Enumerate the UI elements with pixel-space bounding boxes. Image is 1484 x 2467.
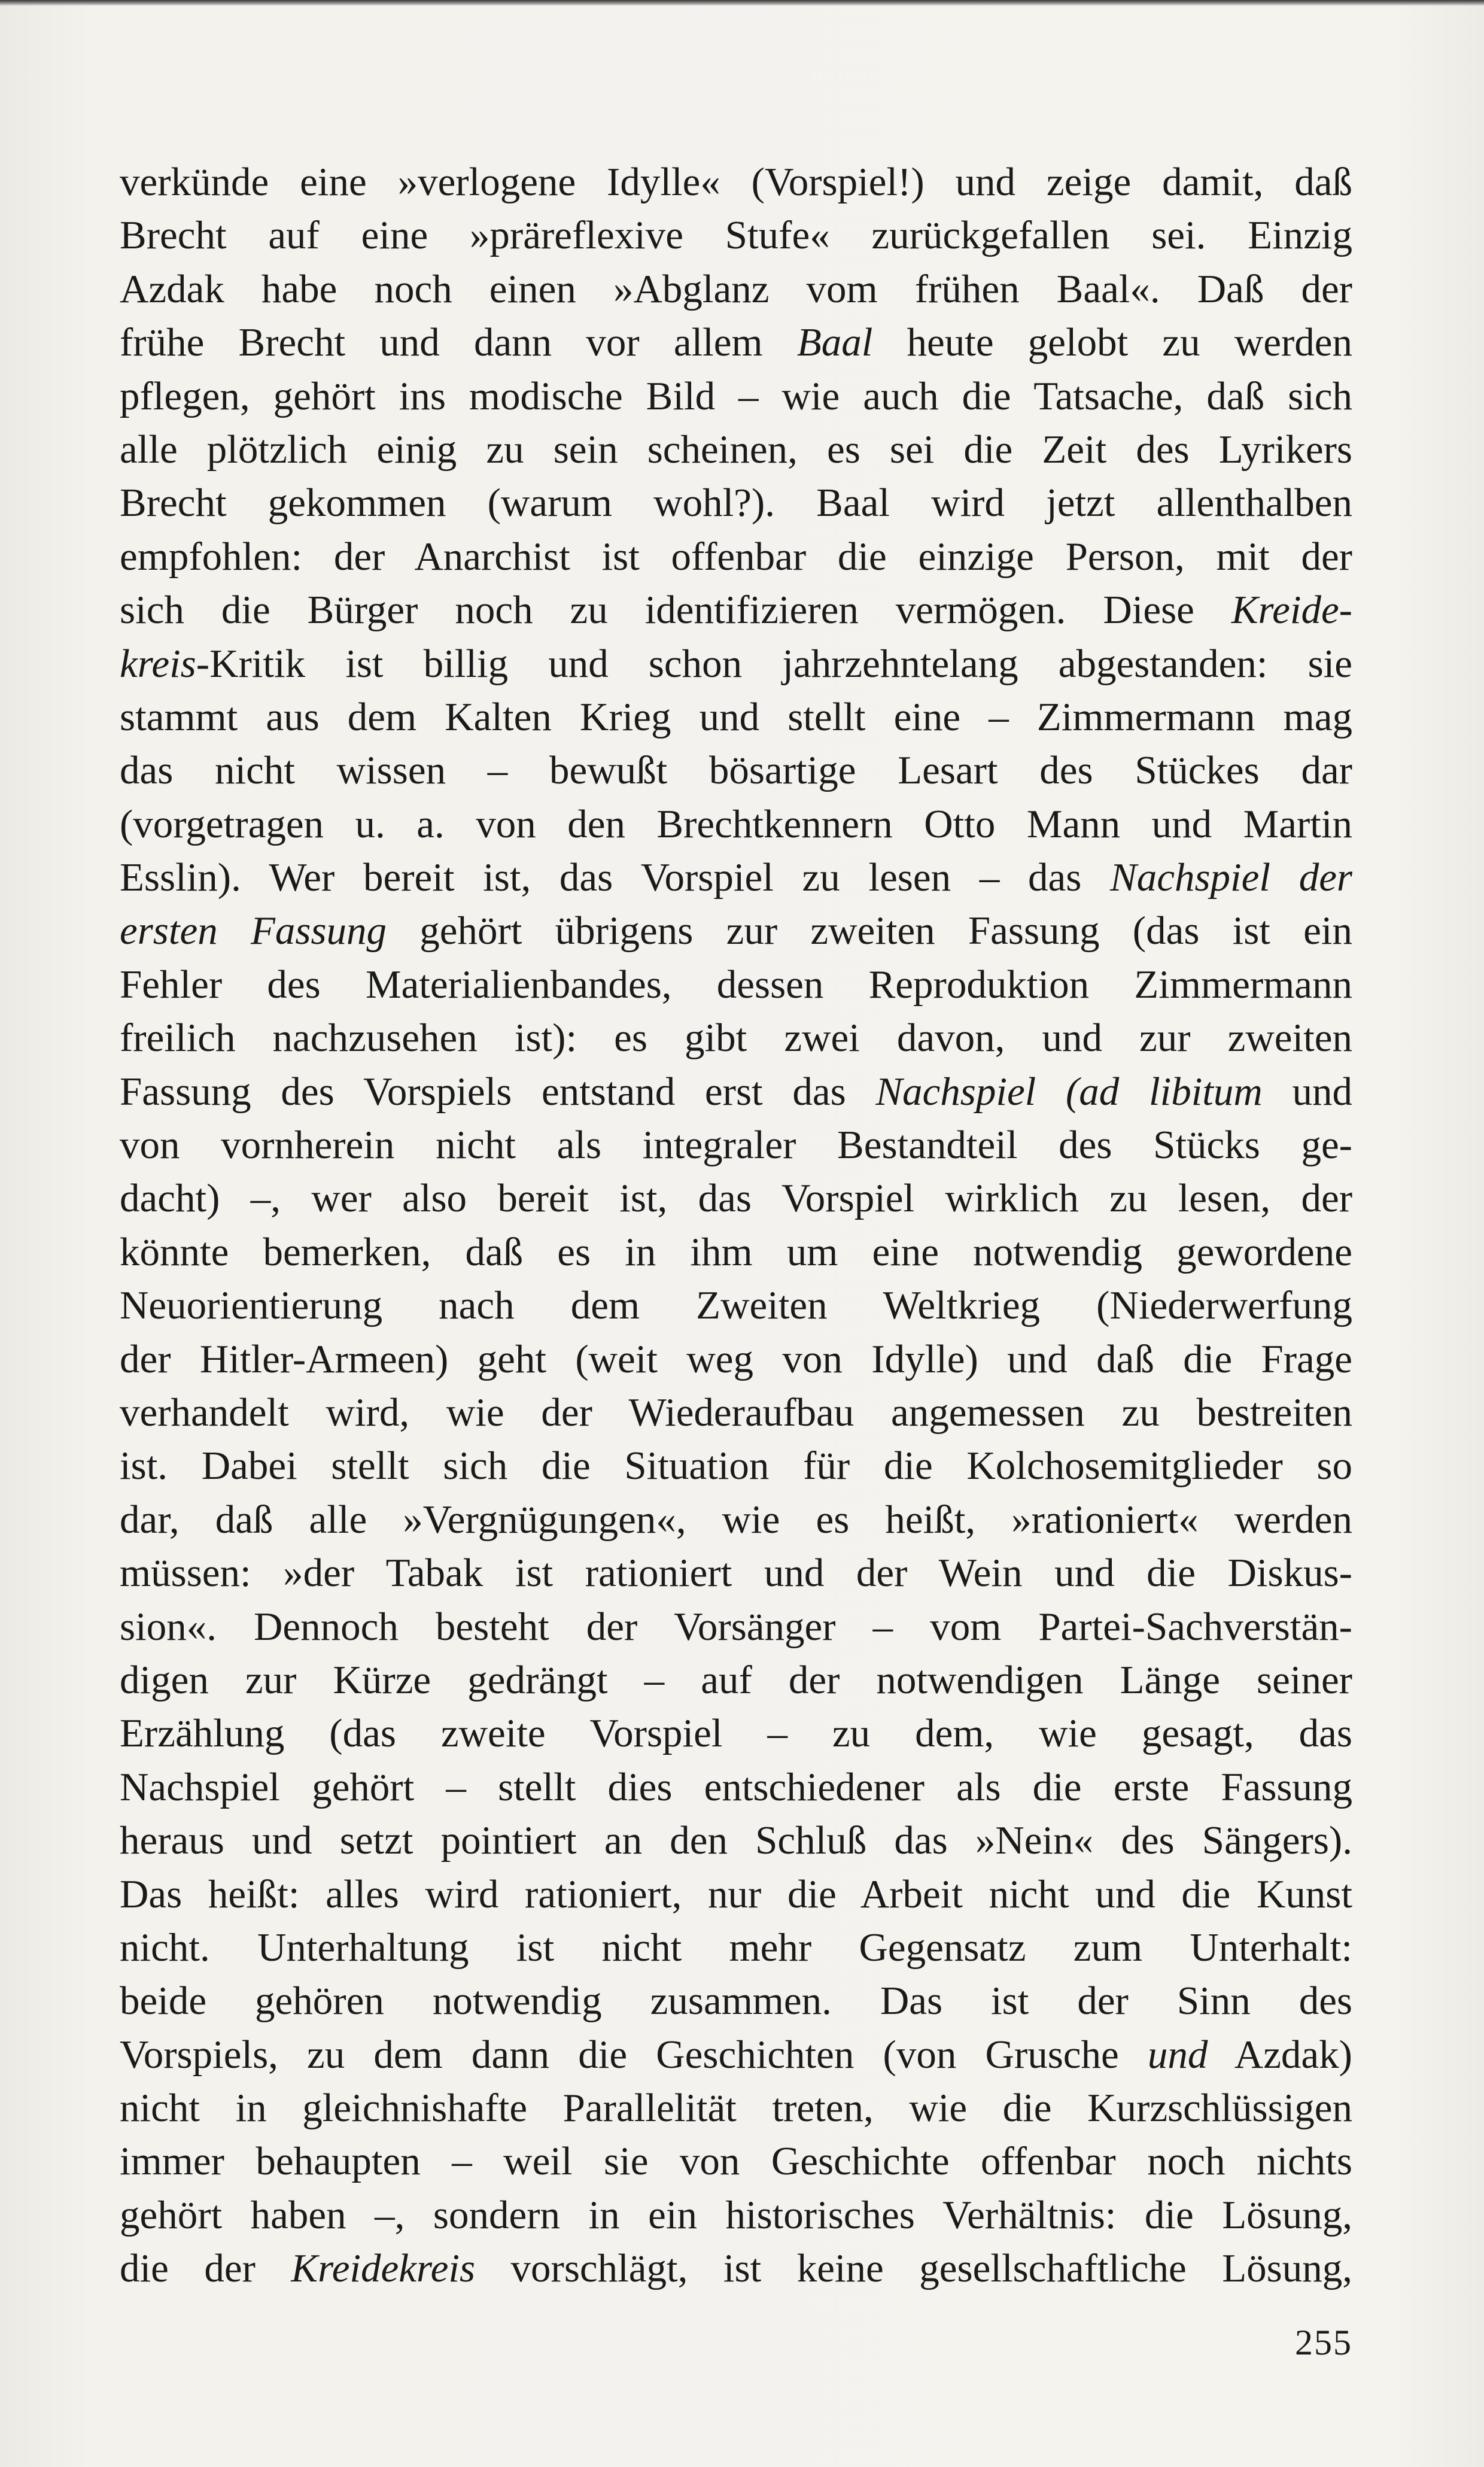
text-segment: freilich nachzusehen ist): es gibt zwei davon, und zur zweiten (120, 1016, 1352, 1061)
text-segment: (vorgetragen u. a. von den Brechtkennern Otto Mann und Martin (120, 801, 1352, 846)
italic-text: Kreide- (1231, 588, 1352, 633)
text-line (120, 1279, 1352, 1332)
italic-text: ersten Fassung (120, 909, 387, 953)
text-segment: Brecht auf eine »präreflexive Stufe« zurückgefallen sei. Einzig (120, 213, 1352, 258)
text-segment: dacht) –, wer also bereit ist, das Vorspiel wirklich zu lesen, der (120, 1176, 1352, 1221)
text-line (120, 1707, 1352, 1760)
text-line (120, 1011, 1352, 1065)
text-line (120, 1172, 1352, 1225)
text-segment: Esslin). Wer bereit ist, das Vorspiel zu lesen – das (120, 855, 1111, 900)
text-line (120, 1439, 1352, 1493)
text-line (120, 584, 1352, 637)
text-line (120, 1814, 1352, 1867)
text-segment: Das heißt: alles wird rationiert, nur die Arbeit nicht und die Kunst (120, 1871, 1352, 1916)
text-line (120, 798, 1352, 851)
text-line (120, 1333, 1352, 1386)
text-segment: -Kritik ist billig und schon jahrzehntelang abgestanden: sie (196, 641, 1352, 686)
text-line (120, 2242, 1352, 2295)
text-line (120, 1547, 1352, 1600)
text-line (120, 958, 1352, 1011)
text-segment: sich die Bürger noch zu identifizieren vermögen. Diese (120, 588, 1231, 633)
italic-text: Kreidekreis (291, 2246, 476, 2291)
text-line (120, 423, 1352, 476)
text-line (120, 263, 1352, 316)
page-top-edge (0, 0, 1484, 6)
text-line (120, 2082, 1352, 2135)
text-segment: Erzählung (das zweite Vorspiel – zu dem, wie gesagt, das (120, 1711, 1352, 1756)
text-segment: dar, daß alle »Vergnügungen«, wie es heißt, »rationiert« werden (120, 1497, 1352, 1542)
text-line (120, 1654, 1352, 1707)
text-line (120, 209, 1352, 262)
text-segment: könnte bemerken, daß es in ihm um eine notwendig gewordene (120, 1229, 1352, 1274)
text-segment: müssen: »der Tabak ist rationiert und der Wein und die Diskus- (120, 1551, 1352, 1596)
text-segment: das nicht wissen – bewußt bösartige Lesart des Stückes dar (120, 748, 1352, 793)
text-segment: Fehler des Materialienbandes, dessen Reproduktion Zimmermann (120, 962, 1352, 1007)
text-line (120, 637, 1352, 691)
text-segment: gehört haben –, sondern in ein historisches Verhältnis: die Lösung, (120, 2192, 1352, 2237)
text-segment: immer behaupten – weil sie von Geschichte offenbar noch nichts (120, 2139, 1352, 2184)
text-segment: heraus und setzt pointiert an den Schluß das »Nein« des Sängers). (120, 1818, 1352, 1863)
text-segment: Fassung des Vorspiels entstand erst das (120, 1069, 876, 1114)
text-line (120, 156, 1352, 209)
text-segment: nicht. Unterhaltung ist nicht mehr Gegensatz zum Unterhalt: (120, 1925, 1352, 1970)
text-line (120, 1065, 1352, 1119)
text-line (120, 1600, 1352, 1654)
text-line (120, 316, 1352, 369)
text-segment: pflegen, gehört ins modische Bild – wie auch die Tatsache, daß sich (120, 373, 1352, 418)
text-line (120, 1921, 1352, 1974)
text-segment: die der (120, 2246, 291, 2291)
text-segment: Azdak) (1208, 2032, 1352, 2077)
text-segment: empfohlen: der Anarchist ist offenbar die einzige Person, mit der (120, 534, 1352, 579)
text-line (120, 1493, 1352, 1547)
text-segment: heute gelobt zu werden (872, 320, 1352, 365)
text-segment: Azdak habe noch einen »Abglanz vom frühen Baal«. Daß der (120, 266, 1352, 311)
text-segment: Neuorientierung nach dem Zweiten Weltkrieg (Niederwerfung (120, 1283, 1352, 1328)
text-line (120, 2028, 1352, 2082)
text-line (120, 904, 1352, 958)
text-segment: Vorspiels, zu dem dann die Geschichten (von Grusche (120, 2032, 1148, 2077)
text-segment: stammt aus dem Kalten Krieg und stellt eine – Zimmermann mag (120, 694, 1352, 739)
text-segment: alle plötzlich einig zu sein scheinen, es sei die Zeit des Lyrikers (120, 427, 1352, 472)
text-segment: ist. Dabei stellt sich die Situation für die Kolchosemitglieder so (120, 1444, 1352, 1488)
text-segment: digen zur Kürze gedrängt – auf der notwendigen Länge seiner (120, 1657, 1352, 1702)
body-text (120, 156, 1352, 2296)
text-line (120, 744, 1352, 797)
text-segment: Brecht gekommen (warum wohl?). Baal wird jetzt allenthalben (120, 481, 1352, 525)
text-line (120, 1119, 1352, 1172)
text-segment: beide gehören notwendig zusammen. Das ist der Sinn des (120, 1979, 1352, 2024)
page-number: 255 (1295, 2323, 1352, 2362)
text-line (120, 370, 1352, 423)
text-line (120, 851, 1352, 904)
text-segment: sion«. Dennoch besteht der Vorsänger – vom Partei-Sachverstän- (120, 1604, 1352, 1649)
italic-text: Baal (796, 320, 873, 365)
text-line (120, 530, 1352, 584)
text-line (120, 1868, 1352, 1921)
text-segment: vorschlägt, ist keine gesellschaftliche Lösung, (475, 2246, 1352, 2291)
text-line (120, 2135, 1352, 2188)
italic-text: kreis (120, 641, 196, 686)
text-line (120, 1226, 1352, 1279)
text-line (120, 476, 1352, 530)
italic-text: Nachspiel der (1110, 855, 1352, 900)
text-segment: von vornherein nicht als integraler Bestandteil des Stücks ge- (120, 1123, 1352, 1168)
text-segment: frühe Brecht und dann vor allem (120, 320, 797, 365)
text-segment: verhandelt wird, wie der Wiederaufbau angemessen zu bestreiten (120, 1390, 1352, 1435)
text-line (120, 691, 1352, 744)
text-segment: Nachspiel gehört – stellt dies entschiedener als die erste Fassung (120, 1764, 1352, 1809)
text-segment: verkünde eine »verlogene Idylle« (Vorspiel!) und zeige damit, daß (120, 160, 1352, 204)
text-segment: der Hitler-Armeen) geht (weit weg von Idylle) und daß die Frage (120, 1336, 1352, 1381)
italic-text: Nachspiel (ad libitum (875, 1069, 1263, 1114)
text-line (120, 1761, 1352, 1814)
text-segment: gehört übrigens zur zweiten Fassung (das ist ein (387, 909, 1352, 953)
text-line (120, 1974, 1352, 2028)
text-line (120, 1386, 1352, 1439)
italic-text: und (1147, 2032, 1208, 2077)
text-segment: und (1262, 1069, 1352, 1114)
text-line (120, 2189, 1352, 2242)
text-segment: nicht in gleichnishafte Parallelität treten, wie die Kurzschlüssigen (120, 2086, 1352, 2131)
